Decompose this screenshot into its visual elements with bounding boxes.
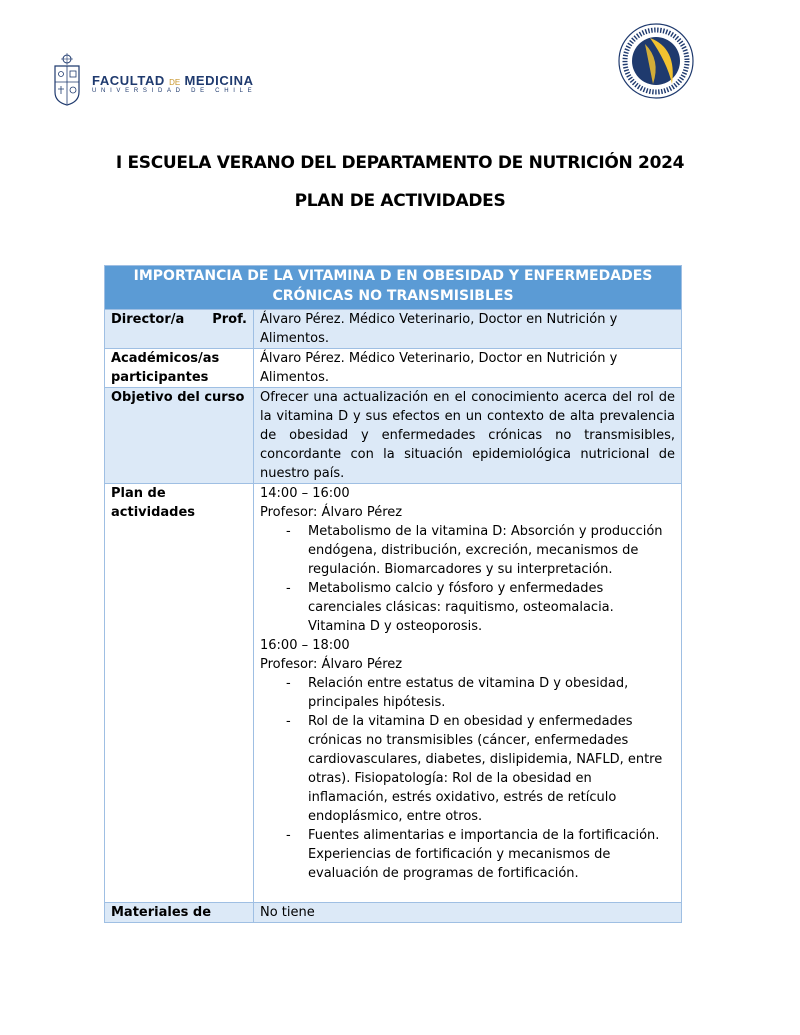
session-time: 14:00 – 16:00 bbox=[260, 486, 350, 501]
page-subtitle: PLAN DE ACTIVIDADES bbox=[294, 191, 506, 211]
list-item: - Fuentes alimentarias e importancia de la fortificación. Experiencias de fortificación y mecanismos de evaluación de programas de fortificación. bbox=[308, 826, 675, 883]
materials-value: No tiene bbox=[254, 903, 682, 923]
table-header-row bbox=[105, 266, 682, 310]
plan-value bbox=[254, 484, 682, 903]
session-professor: Profesor: Álvaro Pérez bbox=[260, 657, 403, 672]
materials-label: Materiales de bbox=[105, 903, 254, 923]
faculty-name: FACULTAD DE MEDICINA bbox=[92, 73, 254, 88]
university-crest-icon bbox=[52, 52, 82, 106]
list-item: - Relación entre estatus de vitamina D y obesidad, principales hipótesis. bbox=[308, 674, 675, 712]
page-title: I ESCUELA VERANO DEL DEPARTAMENTO DE NUTRICIÓN 2024 bbox=[115, 153, 685, 173]
materials-row bbox=[105, 903, 682, 923]
department-emblem-icon bbox=[617, 22, 695, 100]
plan-row bbox=[105, 484, 682, 903]
objective-label: Objetivo del curso bbox=[105, 388, 254, 484]
director-row bbox=[105, 310, 682, 349]
academics-row bbox=[105, 349, 682, 388]
course-plan-table bbox=[104, 265, 682, 923]
plan-label: Plan de actividades bbox=[105, 484, 254, 903]
objective-value: Ofrecer una actualización en el conocimiento acerca del rol de la vitamina D y sus efectos en un contexto de alta prevalencia de obesidad y enfermedades crónicas no transmisibles, concordante con la situación epidemiológica nutricional de nuestro país. bbox=[254, 388, 682, 484]
director-label: Director/a Prof. bbox=[105, 310, 254, 349]
session-topic-list bbox=[260, 674, 675, 883]
course-title: IMPORTANCIA DE LA VITAMINA D EN OBESIDAD Y ENFERMEDADES CRÓNICAS NO TRANSMISIBLES bbox=[105, 266, 682, 310]
faculty-logo bbox=[52, 52, 272, 108]
academics-value: Álvaro Pérez. Médico Veterinario, Doctor en Nutrición y Alimentos. bbox=[254, 349, 682, 388]
university-name: UNIVERSIDAD DE CHILE bbox=[92, 88, 257, 94]
session-topic-list bbox=[260, 522, 675, 636]
objective-row bbox=[105, 388, 682, 484]
academics-label: Académicos/as participantes bbox=[105, 349, 254, 388]
list-item: - Metabolismo de la vitamina D: Absorción y producción endógena, distribución, excreción, mecanismos de regulación. Biomarcadores y su interpretación. bbox=[308, 522, 675, 579]
director-value: Álvaro Pérez. Médico Veterinario, Doctor en Nutrición y Alimentos. bbox=[254, 310, 682, 349]
list-item: - Rol de la vitamina D en obesidad y enfermedades crónicas no transmisibles (cáncer, enfermedades cardiovasculares, diabetes, dislipidemia, NAFLD, entre otras). Fisiopatología: Rol de la obesidad en inflamación, estrés oxidativo, estrés de retículo endoplásmico, entre otros. bbox=[308, 712, 675, 826]
list-item: - Metabolismo calcio y fósforo y enfermedades carenciales clásicas: raquitismo, osteomalacia. Vitamina D y osteoporosis. bbox=[308, 579, 675, 636]
session-professor: Profesor: Álvaro Pérez bbox=[260, 505, 403, 520]
session-time: 16:00 – 18:00 bbox=[260, 638, 350, 653]
